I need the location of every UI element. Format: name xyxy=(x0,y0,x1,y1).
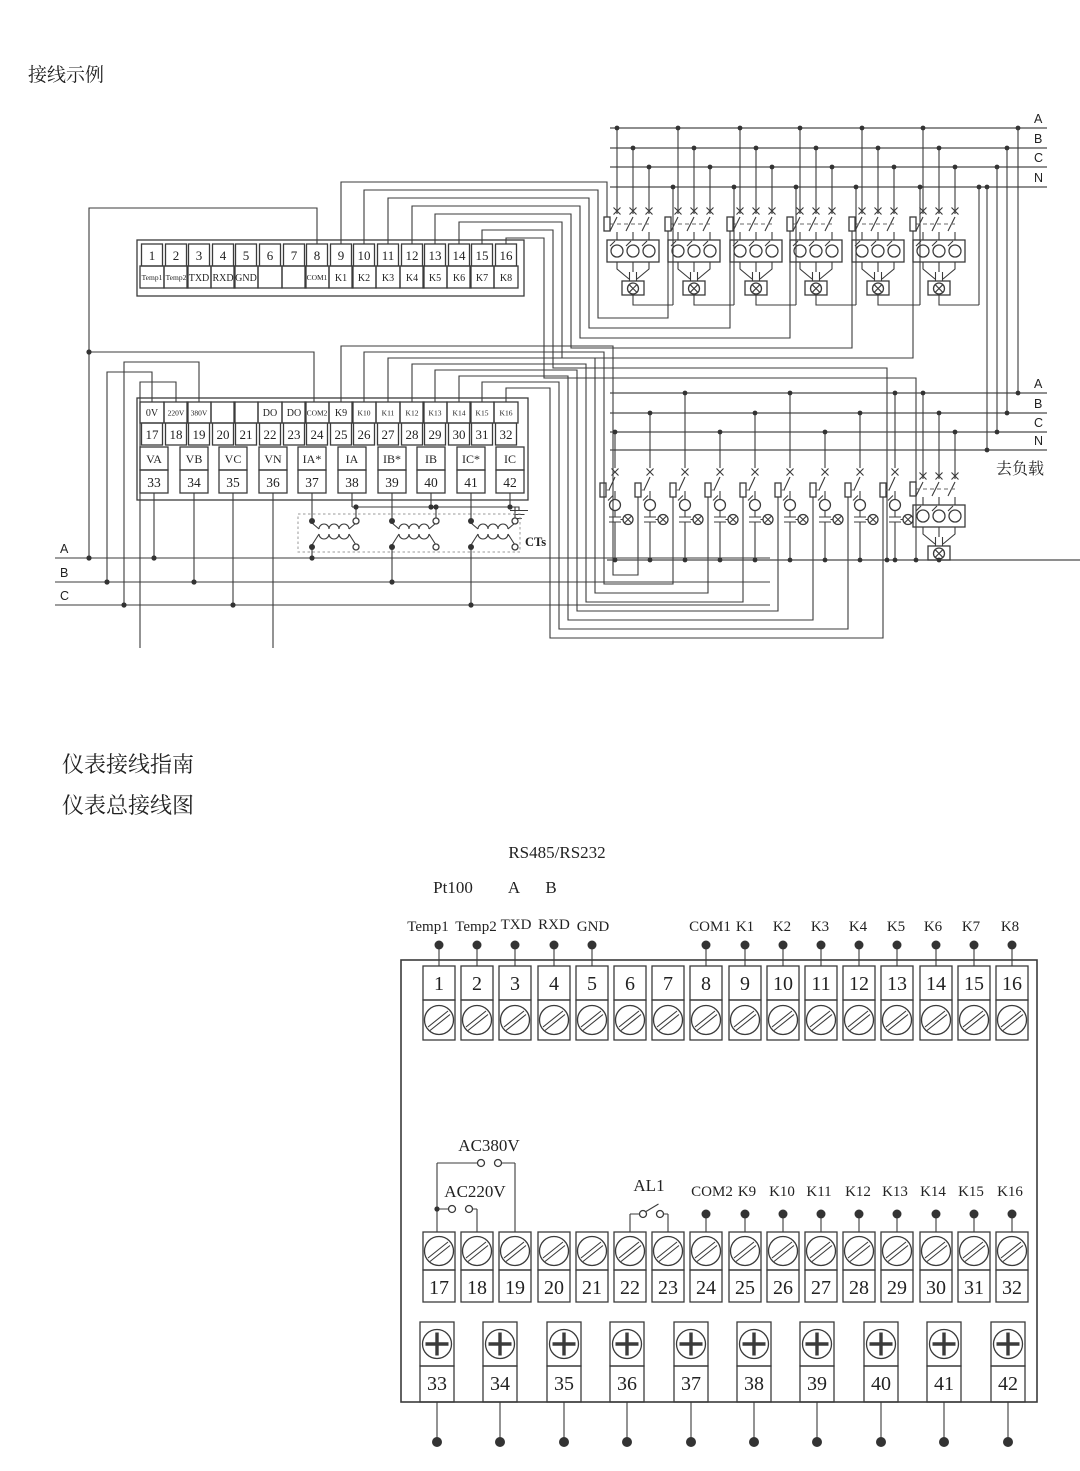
row-a-pins xyxy=(435,941,1017,967)
terminal-label: K8 xyxy=(499,273,513,284)
terminal-number: 23 xyxy=(287,427,301,442)
terminal-number: 33 xyxy=(427,1373,447,1395)
terminal-number: 24 xyxy=(696,1277,716,1299)
upper-diagram xyxy=(28,64,1080,648)
terminal-number: 31 xyxy=(475,427,489,442)
terminal-label: K1 xyxy=(334,273,348,284)
feed-label-c: C xyxy=(60,589,70,603)
bus2-label-c: C xyxy=(1034,416,1044,430)
terminal-label: COM1 xyxy=(306,273,328,282)
terminal-label: K3 xyxy=(381,273,395,284)
ac220-label: AC220V xyxy=(444,1182,506,1201)
terminal-number: 33 xyxy=(147,475,161,490)
pin-label: Temp1 xyxy=(407,919,449,935)
bus2-label-b: B xyxy=(1034,397,1043,411)
terminal-number: 13 xyxy=(887,973,907,995)
terminal-number: 39 xyxy=(807,1373,827,1395)
terminal-row-middle xyxy=(423,1232,1028,1302)
terminal-number: 9 xyxy=(740,973,750,995)
terminal-number: 18 xyxy=(169,427,183,442)
terminal-label: K5 xyxy=(428,273,442,284)
pin-label: COM1 xyxy=(689,919,731,935)
terminal-number: 37 xyxy=(681,1373,701,1395)
terminal-number: 23 xyxy=(658,1277,678,1299)
pin-label: COM2 xyxy=(691,1184,733,1200)
terminal-number: 19 xyxy=(192,427,206,442)
terminal-number: 20 xyxy=(544,1277,564,1299)
terminal-number: 35 xyxy=(554,1373,574,1395)
terminal-label: IB* xyxy=(383,452,401,466)
feed-label-a: A xyxy=(60,542,69,556)
lower-diagram xyxy=(62,752,1037,1447)
pin-label: TXD xyxy=(500,917,532,933)
terminal-label: K9 xyxy=(334,408,348,419)
terminal-number: 3 xyxy=(195,248,203,263)
terminal-label: K15 xyxy=(475,408,489,418)
terminal-number: 21 xyxy=(239,427,253,442)
terminal-label: IA xyxy=(345,452,359,466)
terminal-label: K14 xyxy=(452,408,466,418)
terminal-number: 2 xyxy=(472,973,482,995)
terminal-number: 21 xyxy=(582,1277,602,1299)
terminal-number: 32 xyxy=(1002,1277,1022,1299)
terminal-label: K13 xyxy=(428,408,442,418)
terminal-number: 26 xyxy=(773,1277,793,1299)
terminal-number: 27 xyxy=(811,1277,831,1299)
terminal-label: VA xyxy=(146,452,162,466)
terminal-number: 15 xyxy=(475,248,489,263)
terminal-number: 31 xyxy=(964,1277,984,1299)
terminal-number: 8 xyxy=(313,248,321,263)
terminal-number: 19 xyxy=(505,1277,525,1299)
terminal-label: K7 xyxy=(475,273,489,284)
terminal-number: 39 xyxy=(385,475,399,490)
terminal-label: K12 xyxy=(405,408,419,418)
terminal-number: 11 xyxy=(381,248,395,263)
terminal-label: IA* xyxy=(302,452,322,466)
terminal-number: 12 xyxy=(849,973,869,995)
pt100-label: Pt100 xyxy=(433,878,473,897)
terminal-label: DO xyxy=(262,408,278,419)
terminal-label: VC xyxy=(224,452,242,466)
terminal-number: 4 xyxy=(219,248,227,263)
terminal-number: 24 xyxy=(310,427,324,442)
terminal-number: 3 xyxy=(510,973,520,995)
terminal-number: 41 xyxy=(934,1373,954,1395)
terminal-number: 5 xyxy=(242,248,250,263)
bus1-label-a: A xyxy=(1034,112,1043,126)
bus1-label-b: B xyxy=(1034,132,1043,146)
terminal-number: 34 xyxy=(187,475,201,490)
terminal-number: 29 xyxy=(887,1277,907,1299)
overview-heading: 仪表总接线图 xyxy=(62,793,195,818)
terminal-label: IB xyxy=(425,452,437,466)
terminal-number: 11 xyxy=(811,973,831,995)
terminal-number: 10 xyxy=(357,248,371,263)
terminal-label: K11 xyxy=(381,408,395,418)
al1-label: AL1 xyxy=(633,1176,665,1195)
terminal-number: 25 xyxy=(735,1277,755,1299)
pin-label: K8 xyxy=(1000,919,1020,935)
to-load-label: 去负载 xyxy=(995,461,1044,478)
terminal-number: 4 xyxy=(549,973,559,995)
terminal-number: 5 xyxy=(587,973,597,995)
terminal-strip-1 xyxy=(137,240,524,296)
terminal-number: 36 xyxy=(617,1373,637,1395)
pin-label: K1 xyxy=(735,919,755,935)
terminal-label: K6 xyxy=(452,273,466,284)
terminal-label: VN xyxy=(264,452,282,466)
pin-label: K12 xyxy=(845,1184,871,1200)
rs-b-label: B xyxy=(545,878,557,897)
mid-annotations xyxy=(434,1136,1023,1232)
terminal-label: Temp2 xyxy=(165,273,187,282)
terminal-number: 40 xyxy=(871,1373,891,1395)
cts-label: CTs xyxy=(525,535,547,549)
breaker-bank-bottom xyxy=(600,128,1080,565)
terminal-row-bottom xyxy=(420,1322,1025,1447)
terminal-number: 35 xyxy=(226,475,240,490)
terminal-label: K4 xyxy=(405,273,419,284)
terminal-number: 7 xyxy=(290,248,298,263)
terminal-number: 15 xyxy=(964,973,984,995)
terminal-label: 380V xyxy=(190,408,208,418)
terminal-label: IC* xyxy=(462,452,480,466)
terminal-number: 38 xyxy=(345,475,359,490)
terminal-label: VB xyxy=(185,452,203,466)
terminal-number: 25 xyxy=(334,427,348,442)
terminal-number: 30 xyxy=(926,1277,946,1299)
terminal-number: 16 xyxy=(499,248,513,263)
terminal-number: 42 xyxy=(998,1373,1018,1395)
bus1-label-c: C xyxy=(1034,151,1044,165)
guide-heading: 仪表接线指南 xyxy=(62,752,195,777)
terminal-number: 1 xyxy=(434,973,444,995)
terminal-label: 220V xyxy=(167,408,185,418)
pin-label: GND xyxy=(576,919,610,935)
terminal-strip-2 xyxy=(137,398,528,500)
bus1-label-n: N xyxy=(1034,171,1044,185)
terminal-label: RXD xyxy=(212,273,234,284)
pin-label: K11 xyxy=(806,1184,832,1200)
terminal-number: 22 xyxy=(263,427,277,442)
pin-label: K13 xyxy=(882,1184,908,1200)
terminal-number: 7 xyxy=(663,973,673,995)
terminal-row-top xyxy=(423,966,1028,1040)
terminal-number: 1 xyxy=(148,248,156,263)
terminal-label: IC xyxy=(504,452,516,466)
terminal-number: 32 xyxy=(499,427,513,442)
terminal-number: 6 xyxy=(625,973,635,995)
terminal-number: 40 xyxy=(424,475,438,490)
rs-a-label: A xyxy=(507,878,521,897)
terminal-number: 20 xyxy=(216,427,230,442)
terminal-number: 2 xyxy=(172,248,180,263)
ac380-label: AC380V xyxy=(458,1136,520,1155)
terminal-number: 27 xyxy=(381,427,395,442)
terminal-label: Temp1 xyxy=(141,273,163,282)
terminal-number: 38 xyxy=(744,1373,764,1395)
feed-label-b: B xyxy=(60,566,69,580)
pin-label: K15 xyxy=(958,1184,984,1200)
top-pin-labels xyxy=(407,917,1019,935)
terminal-number: 22 xyxy=(620,1277,640,1299)
pin-label: RXD xyxy=(538,917,570,933)
terminal-number: 17 xyxy=(145,427,159,442)
bus2-label-n: N xyxy=(1034,434,1044,448)
ct-block xyxy=(298,514,546,552)
pin-label: Temp2 xyxy=(455,919,497,935)
terminal-number: 9 xyxy=(337,248,345,263)
terminal-number: 17 xyxy=(429,1277,449,1299)
terminal-label: K16 xyxy=(499,408,513,418)
pin-label: K5 xyxy=(886,919,906,935)
terminal-number: 14 xyxy=(926,973,946,995)
terminal-number: 41 xyxy=(464,475,478,490)
terminal-number: 8 xyxy=(701,973,711,995)
terminal-number: 28 xyxy=(849,1277,869,1299)
terminal-number: 34 xyxy=(490,1373,510,1395)
pin-label: K3 xyxy=(810,919,830,935)
pin-label: K7 xyxy=(961,919,981,935)
terminal-number: 6 xyxy=(266,248,274,263)
pin-label: K2 xyxy=(772,919,792,935)
terminal-label: GND xyxy=(235,273,257,284)
pin-label: K6 xyxy=(923,919,943,935)
pin-label: K4 xyxy=(848,919,868,935)
terminal-label: COM2 xyxy=(306,408,328,418)
k-wires-row2 xyxy=(341,346,883,638)
terminal-number: 12 xyxy=(405,248,419,263)
terminal-label: K2 xyxy=(357,273,371,284)
pin-label: K10 xyxy=(769,1184,795,1200)
terminal-number: 37 xyxy=(305,475,319,490)
terminal-number: 14 xyxy=(452,248,466,263)
terminal-number: 13 xyxy=(428,248,442,263)
terminal-number: 30 xyxy=(452,427,466,442)
terminal-number: 28 xyxy=(405,427,419,442)
terminal-number: 26 xyxy=(357,427,371,442)
contactor-bank-top xyxy=(604,112,1047,305)
bus2-label-a: A xyxy=(1034,377,1043,391)
pin-label: K16 xyxy=(997,1184,1023,1200)
page-title: 接线示例 xyxy=(28,65,105,86)
terminal-number: 29 xyxy=(428,427,442,442)
terminal-number: 10 xyxy=(773,973,793,995)
terminal-label: K10 xyxy=(357,408,371,418)
rs485-label: RS485/RS232 xyxy=(508,843,606,862)
terminal-number: 18 xyxy=(467,1277,487,1299)
terminal-label: TXD xyxy=(188,273,210,284)
terminal-label: DO xyxy=(286,408,302,419)
pin-label: K9 xyxy=(737,1184,757,1200)
terminal-number: 16 xyxy=(1002,973,1022,995)
terminal-number: 36 xyxy=(266,475,280,490)
terminal-label: 0V xyxy=(145,408,159,419)
terminal-number: 42 xyxy=(503,475,517,490)
pin-label: K14 xyxy=(920,1184,946,1200)
